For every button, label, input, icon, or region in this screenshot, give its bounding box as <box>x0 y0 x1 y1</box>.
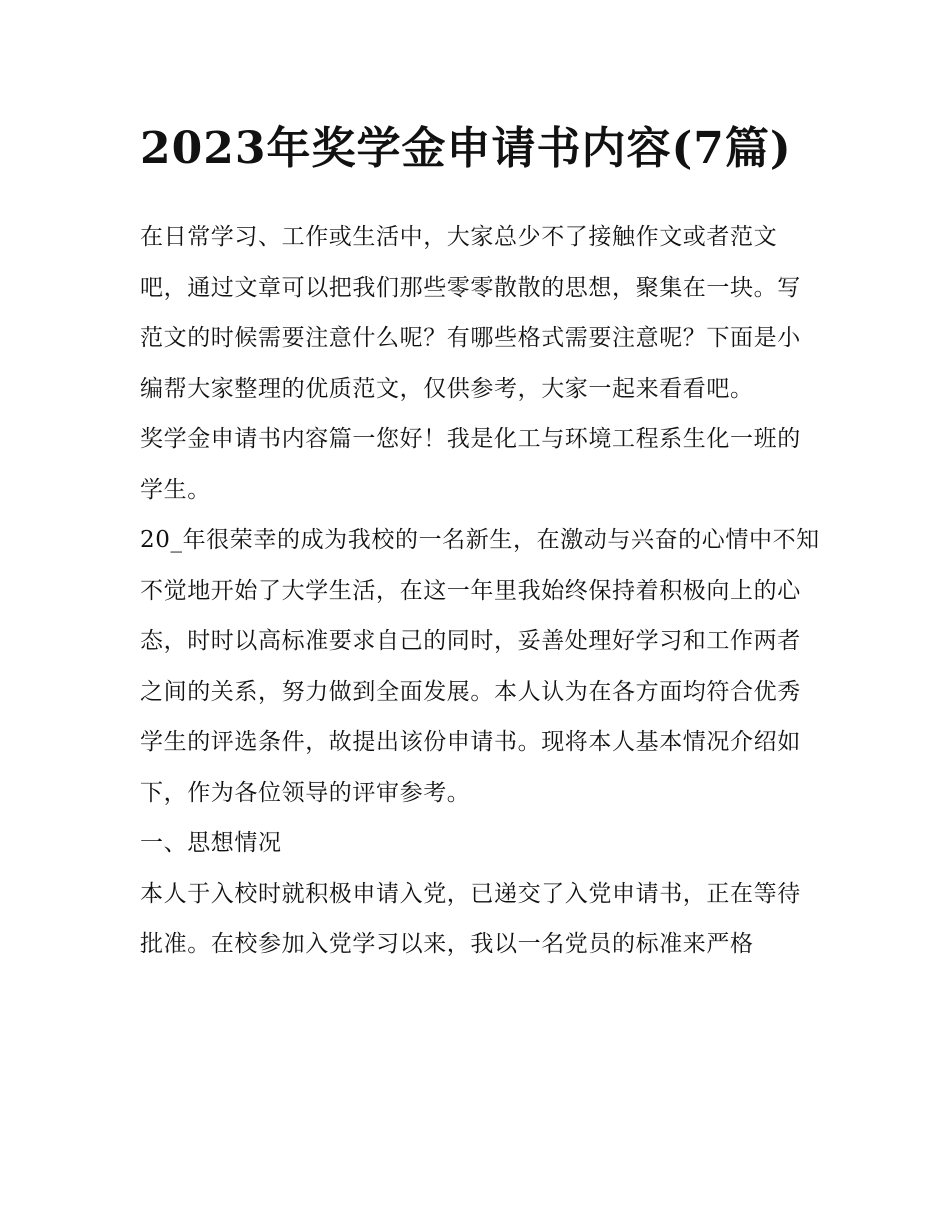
document-title: 2023年奖学金申请书内容(7篇) <box>140 123 792 174</box>
thought-paragraph: 本人于入校时就积极申请入党，已递交了入党申请书，正在等待批准。在校参加入党学习以来，我以一名党员的标准来严格 <box>140 880 801 957</box>
section-heading-thought: 一、思想情况 <box>140 830 282 856</box>
document-body <box>140 212 820 970</box>
self-introduction-paragraph: 20_年很荣幸的成为我校的一名新生，在激动与兴奋的心情中不知不觉地开始了大学生活，在这一年里我始终保持着积极向上的心态，时时以高标准要求自己的同时，妥善处理好学习和工作两者之间的关系，努力做到全面发展。本人认为在各方面均符合优秀学生的评选条件，故提出该份申请书。现将本人基本情况介绍如下，作为各位领导的评审参考。 <box>140 527 820 806</box>
greeting-paragraph: 奖学金申请书内容篇一您好！我是化工与环境工程系生化一班的学生。 <box>140 426 801 503</box>
intro-paragraph: 在日常学习、工作或生活中，大家总少不了接触作文或者范文吧，通过文章可以把我们那些零零散散的思想，聚集在一块。写范文的时候需要注意什么呢？有哪些格式需要注意呢？下面是小编帮大家整理的优质范文，仅供参考，大家一起来看看吧。 <box>140 224 801 402</box>
document-page <box>140 118 820 970</box>
